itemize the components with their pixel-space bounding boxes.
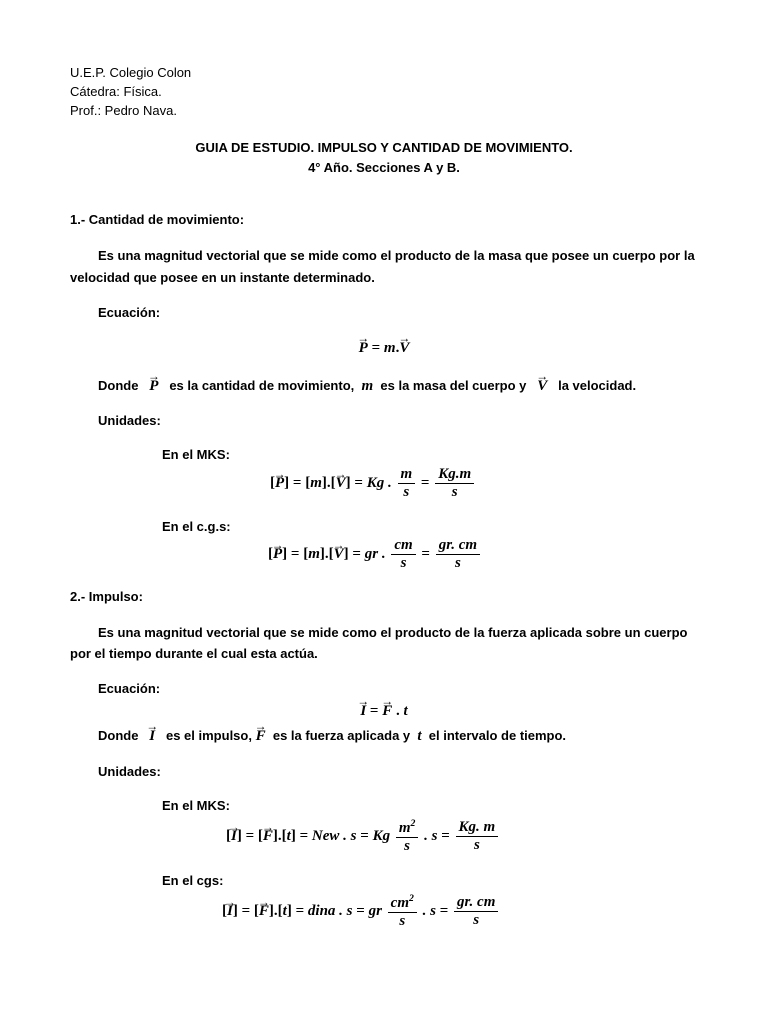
fraction-numerator: Kg.m: [435, 466, 474, 484]
school-name: U.E.P. Colegio Colon: [70, 65, 192, 80]
velocity-symbol: → V: [336, 475, 346, 492]
impulse-description: es el impulso,: [165, 728, 252, 743]
mass-symbol: m: [310, 475, 322, 492]
force-description: es la fuerza aplicada y: [272, 728, 411, 743]
fraction-numerator: m: [398, 466, 416, 484]
unit-result-fraction: [456, 819, 499, 855]
dot-operator: .: [395, 340, 400, 356]
unit-fraction: [391, 537, 415, 573]
dot-operator: .: [326, 475, 331, 492]
fraction-numerator: cm: [391, 537, 415, 555]
mass-description: es la masa del cuerpo y: [380, 378, 527, 393]
section1-mks-label: En el MKS:: [162, 447, 230, 462]
section1-heading: 1.- Cantidad de movimiento:: [70, 212, 245, 227]
section1-units-label: Unidades:: [98, 413, 161, 428]
fraction-denominator: s: [473, 837, 480, 854]
unit-middle: dina . s: [307, 903, 353, 920]
momentum-symbol-inline: → P: [149, 378, 158, 395]
equals-sign: =: [352, 546, 361, 563]
section2-where-line: [98, 728, 566, 745]
impulse-symbol: → I: [227, 903, 233, 920]
section1-equation-label: Ecuación:: [98, 305, 161, 320]
document-title: GUIA DE ESTUDIO. IMPULSO Y CANTIDAD DE MOVIMIENTO.: [195, 140, 573, 155]
section2-definition-line2: por el tiempo durante el cual esta actúa.: [70, 646, 318, 661]
velocity-symbol: → V: [334, 546, 344, 563]
fraction-denominator: s: [454, 555, 461, 572]
time-symbol: t: [403, 703, 408, 719]
equals-sign: =: [295, 903, 305, 920]
fraction-denominator: s: [473, 912, 480, 929]
equals-sign: =: [354, 475, 363, 492]
unit-prefix: Kg .: [366, 475, 392, 492]
fraction-numerator-base: m: [398, 820, 411, 836]
momentum-symbol: → P: [273, 546, 282, 563]
section2-definition-line1: Es una magnitud vectorial que se mide como el producto de la fuerza aplicada sobre un cuerpo: [98, 625, 688, 640]
unit-result-fraction: [454, 894, 498, 930]
section2-cgs-label: En el cgs:: [162, 873, 224, 888]
mass-symbol-inline: m: [361, 378, 374, 394]
unit-prefix: Kg: [372, 828, 391, 845]
equals-sign: =: [292, 475, 302, 492]
force-symbol: → F: [382, 703, 392, 720]
momentum-symbol: → P: [359, 340, 368, 357]
impulse-mks-units: [→ I] = [→ F].[t] = New . s = Kg $\frac{m^2}{s}$ . s = $\frac{Kg. m}{s}$: [226, 818, 500, 856]
equals-sign: =: [290, 546, 300, 563]
fraction-numerator: gr. cm: [436, 537, 480, 555]
unit-prefix: gr: [368, 903, 382, 920]
mass-symbol: m: [308, 546, 320, 563]
section2-equation-label: Ecuación:: [98, 681, 161, 696]
velocity-symbol: → V: [399, 340, 409, 357]
fraction-numerator: Kg. m: [456, 819, 499, 837]
time-symbol-inline: t: [417, 728, 422, 744]
unit-fraction: [396, 818, 419, 856]
fraction-denominator: s: [403, 484, 410, 501]
unit-prefix: gr .: [364, 546, 386, 563]
fraction-exponent: 2: [409, 893, 414, 904]
dot-operator: .: [324, 546, 329, 563]
impulse-symbol: → I: [231, 828, 237, 845]
fraction-numerator-base: cm: [390, 895, 409, 911]
section2-units-label: Unidades:: [98, 764, 161, 779]
equals-sign: =: [299, 828, 309, 845]
impulse-cgs-units: [→ I] = [→ F].[t] = dina . s = gr $\frac{cm^2}{s}$ . s = $\frac{gr. cm}{s}$: [222, 893, 500, 931]
force-symbol: → F: [259, 903, 269, 920]
where-word: Donde: [98, 728, 139, 743]
force-symbol-inline: → F: [256, 728, 266, 745]
equals-sign: =: [356, 903, 365, 920]
fraction-denominator: s: [451, 484, 458, 501]
impulse-equation: [0, 703, 768, 720]
time-symbol: t: [282, 903, 287, 920]
time-description: el intervalo de tiempo.: [428, 728, 567, 743]
momentum-description: es la cantidad de movimiento,: [169, 378, 355, 393]
momentum-symbol: → P: [275, 475, 284, 492]
unit-suffix: . s: [424, 828, 438, 845]
equals-sign: =: [360, 828, 369, 845]
fraction-denominator: s: [404, 838, 411, 855]
fraction-exponent: 2: [410, 818, 416, 829]
unit-result-fraction: [436, 537, 480, 573]
dot-operator: .: [277, 828, 282, 845]
where-word: Donde: [98, 378, 139, 393]
impulse-symbol: → I: [360, 703, 366, 720]
subject-name: Cátedra: Física.: [70, 84, 162, 99]
unit-suffix: . s: [422, 903, 436, 920]
impulse-symbol-inline: → I: [149, 728, 155, 745]
equals-sign: =: [421, 546, 430, 563]
section1-cgs-label: En el c.g.s:: [162, 519, 231, 534]
dot-operator: .: [396, 703, 400, 719]
force-symbol: → F: [263, 828, 273, 845]
dot-operator: .: [273, 903, 278, 920]
momentum-cgs-units: [→ P] = [m].[→ V] = gr . $\frac{cm}{s}$ = $\frac{gr. cm}{s}$: [268, 537, 482, 573]
time-symbol: t: [286, 828, 291, 845]
fraction-numerator: [388, 893, 417, 913]
equals-sign: =: [371, 340, 381, 356]
section1-definition-line1: Es una magnitud vectorial que se mide como el producto de la masa que posee un cuerpo por la: [98, 248, 695, 263]
velocity-description: la velocidad.: [558, 378, 637, 393]
velocity-symbol-inline: → V: [537, 378, 547, 395]
fraction-numerator: [396, 818, 419, 838]
section2-mks-label: En el MKS:: [162, 798, 230, 813]
unit-result-fraction: [435, 466, 474, 502]
equals-sign: =: [369, 703, 379, 719]
momentum-equation: [0, 340, 768, 357]
unit-fraction: [398, 466, 416, 502]
equals-sign: =: [441, 828, 450, 845]
unit-middle: New . s: [311, 828, 357, 845]
momentum-mks-units: [→ P] = [m].[→ V] = Kg . $\frac{m}{s}$ = $\frac{Kg.m}{s}$: [270, 466, 476, 502]
document-subtitle: 4° Año. Secciones A y B.: [308, 160, 460, 175]
mass-symbol: m: [383, 340, 396, 356]
equals-sign: =: [420, 475, 430, 492]
equals-sign: =: [241, 903, 251, 920]
unit-fraction: [388, 893, 417, 931]
section1-where-line: [98, 378, 636, 395]
equals-sign: =: [245, 828, 255, 845]
teacher-name: Prof.: Pedro Nava.: [70, 103, 177, 118]
fraction-numerator: gr. cm: [454, 894, 498, 912]
section2-heading: 2.- Impulso:: [70, 589, 143, 604]
fraction-denominator: s: [399, 913, 406, 930]
fraction-denominator: s: [400, 555, 407, 572]
section1-definition-line2: velocidad que posee en un instante determinado.: [70, 270, 375, 285]
equals-sign: =: [439, 903, 449, 920]
